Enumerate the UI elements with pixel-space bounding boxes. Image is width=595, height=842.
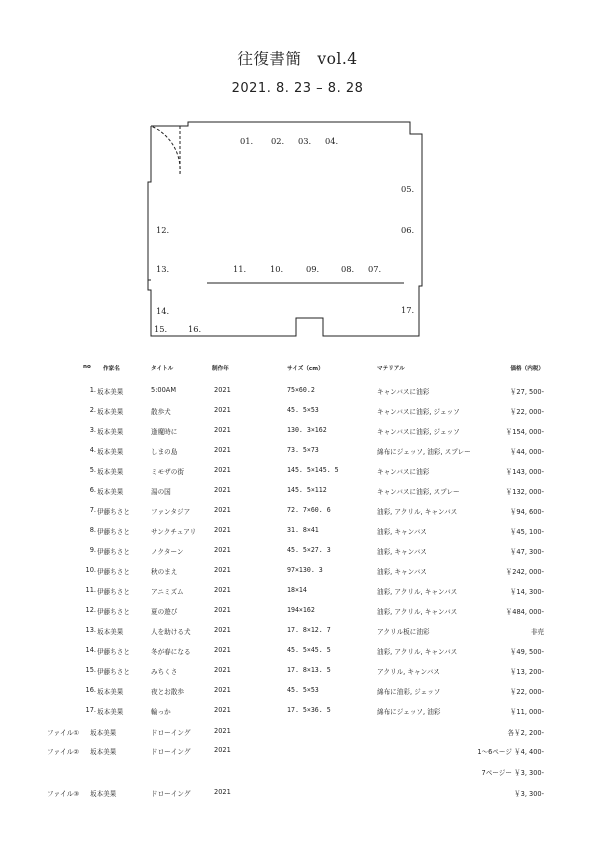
row-title: ミモザの街 <box>151 468 184 476</box>
header-no: no <box>83 364 91 370</box>
row-material: 綿布に油彩, ジェッソ <box>377 688 441 696</box>
row-material: 油彩, アクリル, キャンバス <box>377 508 458 516</box>
row-price: ￥14, 300- <box>509 588 544 596</box>
row-price: ￥44, 000- <box>509 448 544 456</box>
row-year: 2021 <box>214 526 231 534</box>
row-year: 2021 <box>214 386 231 394</box>
file-artist: 坂本美果 <box>90 748 117 756</box>
page-title: 往復書簡 vol.4 <box>237 50 358 68</box>
row-year: 2021 <box>214 666 231 674</box>
row-title: 夏の遊び <box>151 608 178 616</box>
file-year: 2021 <box>214 727 231 735</box>
header-artist: 作家名 <box>103 366 120 372</box>
fp-label-02: 02. <box>271 136 285 146</box>
fp-label-15: 15. <box>154 324 168 334</box>
row-artist: 伊藤ちさと <box>97 588 130 596</box>
row-title: 散歩犬 <box>151 408 171 416</box>
row-material: 綿布にジェッソ, 油彩 <box>377 708 441 716</box>
file-price: 7ページー ￥3, 300- <box>481 769 544 777</box>
row-size: 45. 5×53 <box>287 406 319 414</box>
fp-label-10: 10. <box>270 264 284 274</box>
row-no: 3. <box>89 426 96 434</box>
row-artist: 坂本美果 <box>97 408 124 416</box>
row-size: 145. 5×145. 5 <box>287 466 339 474</box>
row-size: 75×60.2 <box>287 386 315 394</box>
row-no: 11. <box>85 586 96 594</box>
row-artist: 伊藤ちさと <box>97 528 130 536</box>
row-size: 145. 5×112 <box>287 486 327 494</box>
row-artist: 伊藤ちさと <box>97 548 130 556</box>
header-title: タイトル <box>151 366 174 372</box>
row-material: アクリル板に油彩 <box>377 628 430 636</box>
header-size: サイズ（cm） <box>287 366 324 372</box>
row-no: 4. <box>89 446 96 454</box>
row-size: 194×162 <box>287 606 315 614</box>
row-material: キャンバスに油彩, ジェッソ <box>377 408 460 416</box>
row-title: 秋のまえ <box>151 568 178 576</box>
row-price: ￥484, 000- <box>505 608 544 616</box>
fp-label-17: 17. <box>401 305 415 315</box>
row-price: ￥154, 000- <box>505 428 544 436</box>
file-artist: 坂本美果 <box>90 790 117 798</box>
fp-label-13: 13. <box>156 264 170 274</box>
row-size: 17. 8×12. 7 <box>287 626 331 634</box>
row-price: ￥242, 000- <box>505 568 544 576</box>
row-artist: 坂本美果 <box>97 628 124 636</box>
row-price: ￥45, 100- <box>509 528 544 536</box>
fp-label-04: 04. <box>325 136 339 146</box>
row-price: ￥47, 300- <box>509 548 544 556</box>
row-title: 5:00AM <box>151 386 177 394</box>
row-title: 冬が春になる <box>151 648 191 656</box>
row-artist: 伊藤ちさと <box>97 508 130 516</box>
row-size: 17. 8×13. 5 <box>287 666 331 674</box>
row-title: アニミズム <box>151 588 184 596</box>
row-year: 2021 <box>214 446 231 454</box>
row-size: 97×130. 3 <box>287 566 323 574</box>
fp-label-14: 14. <box>156 306 170 316</box>
row-price: ￥11, 000- <box>509 708 544 716</box>
fp-label-16: 16. <box>188 324 202 334</box>
row-material: 油彩, キャンバス <box>377 568 427 576</box>
row-artist: 坂本美果 <box>97 388 124 396</box>
file-price: 各￥2, 200- <box>507 729 544 737</box>
row-artist: 坂本美果 <box>97 448 124 456</box>
file-year: 2021 <box>214 746 231 754</box>
row-price: ￥13, 200- <box>509 668 544 676</box>
row-material: 油彩, キャンバス <box>377 528 427 536</box>
exhibition-dates: 2021. 8. 23 – 8. 28 <box>231 81 364 96</box>
row-no: 8. <box>89 526 96 534</box>
row-artist: 坂本美果 <box>97 488 124 496</box>
file-title: ドローイング <box>151 748 191 756</box>
row-no: 17. <box>85 706 96 714</box>
row-size: 18×14 <box>287 586 307 594</box>
row-year: 2021 <box>214 646 231 654</box>
row-price: ￥27, 500- <box>509 388 544 396</box>
fp-label-06: 06. <box>401 225 415 235</box>
row-price: ￥132, 000- <box>505 488 544 496</box>
row-material: 油彩, アクリル, キャンバス <box>377 648 458 656</box>
row-price: ￥22, 000- <box>509 688 544 696</box>
row-artist: 伊藤ちさと <box>97 568 130 576</box>
row-title: 輪っか <box>151 708 171 716</box>
row-price: ￥94, 600- <box>509 508 544 516</box>
row-title: サンクチュアリ <box>151 528 197 536</box>
row-material: 綿布にジェッソ, 油彩, スプレー <box>377 448 471 456</box>
row-no: 15. <box>85 666 96 674</box>
file-no: ファイル① <box>47 729 80 737</box>
file-title: ドローイング <box>151 790 191 798</box>
row-artist: 伊藤ちさと <box>97 668 130 676</box>
row-price: ￥22, 000- <box>509 408 544 416</box>
row-no: 5. <box>89 466 96 474</box>
file-artist: 坂本美果 <box>90 729 117 737</box>
row-year: 2021 <box>214 686 231 694</box>
row-year: 2021 <box>214 706 231 714</box>
row-year: 2021 <box>214 566 231 574</box>
row-material: 油彩, アクリル, キャンバス <box>377 608 458 616</box>
row-year: 2021 <box>214 486 231 494</box>
header-price: 価格（内税） <box>510 366 544 372</box>
header-year: 制作年 <box>212 366 229 372</box>
row-artist: 坂本美果 <box>97 688 124 696</box>
row-title: 夜とお散歩 <box>151 688 184 696</box>
file-no: ファイル② <box>47 748 80 756</box>
fp-label-09: 09. <box>306 264 320 274</box>
row-artist: 坂本美果 <box>97 708 124 716</box>
header-material: マテリアル <box>377 366 405 372</box>
fp-label-11: 11. <box>233 264 247 274</box>
row-no: 9. <box>89 546 96 554</box>
row-no: 6. <box>89 486 96 494</box>
row-artist: 坂本美果 <box>97 468 124 476</box>
row-artist: 坂本美果 <box>97 428 124 436</box>
row-no: 16. <box>85 686 96 694</box>
row-size: 130. 3×162 <box>287 426 327 434</box>
file-price: ￥3, 300- <box>514 790 544 798</box>
row-size: 72. 7×60. 6 <box>287 506 331 514</box>
row-title: 逢魔時に <box>151 428 178 436</box>
row-year: 2021 <box>214 546 231 554</box>
row-size: 17. 5×36. 5 <box>287 706 331 714</box>
floor-plan-outline <box>140 118 430 340</box>
row-no: 7. <box>89 506 96 514</box>
row-size: 45. 5×53 <box>287 686 319 694</box>
fp-label-01: 01. <box>240 136 254 146</box>
row-no: 13. <box>85 626 96 634</box>
row-artist: 伊藤ちさと <box>97 608 130 616</box>
fp-label-03: 03. <box>298 136 312 146</box>
row-price: ￥49, 500- <box>509 648 544 656</box>
row-year: 2021 <box>214 606 231 614</box>
row-material: キャンバスに油彩 <box>377 388 430 396</box>
row-title: みちくさ <box>151 668 178 676</box>
row-year: 2021 <box>214 466 231 474</box>
row-material: キャンバスに油彩, スプレー <box>377 488 460 496</box>
row-title: 湯の国 <box>151 488 171 496</box>
row-no: 14. <box>85 646 96 654</box>
file-title: ドローイング <box>151 729 191 737</box>
row-artist: 伊藤ちさと <box>97 648 130 656</box>
row-no: 2. <box>89 406 96 414</box>
row-no: 10. <box>85 566 96 574</box>
file-price: 1〜6ページ ￥4, 400- <box>477 748 544 756</box>
row-year: 2021 <box>214 626 231 634</box>
row-size: 45. 5×27. 3 <box>287 546 331 554</box>
row-material: 油彩, アクリル, キャンバス <box>377 588 458 596</box>
floor-plan <box>140 118 430 340</box>
fp-label-08: 08. <box>341 264 355 274</box>
row-no: 1. <box>89 386 96 394</box>
fp-label-12: 12. <box>156 225 170 235</box>
row-size: 31. 8×41 <box>287 526 319 534</box>
fp-label-07: 07. <box>368 264 382 274</box>
row-material: アクリル, キャンバス <box>377 668 440 676</box>
row-title: しまの島 <box>151 448 178 456</box>
row-price: 非売 <box>530 628 544 636</box>
row-size: 45. 5×45. 5 <box>287 646 331 654</box>
row-no: 12. <box>85 606 96 614</box>
row-size: 73. 5×73 <box>287 446 319 454</box>
row-material: キャンバスに油彩, ジェッソ <box>377 428 460 436</box>
row-material: キャンバスに油彩 <box>377 468 430 476</box>
row-title: ノクターン <box>151 548 184 556</box>
row-year: 2021 <box>214 586 231 594</box>
file-no: ファイル③ <box>47 790 80 798</box>
row-material: 油彩, キャンバス <box>377 548 427 556</box>
row-price: ￥143, 000- <box>505 468 544 476</box>
row-title: ファンタジア <box>151 508 191 516</box>
row-year: 2021 <box>214 406 231 414</box>
file-year: 2021 <box>214 788 231 796</box>
row-year: 2021 <box>214 506 231 514</box>
row-title: 人を助ける犬 <box>151 628 191 636</box>
fp-label-05: 05. <box>401 184 415 194</box>
row-year: 2021 <box>214 426 231 434</box>
